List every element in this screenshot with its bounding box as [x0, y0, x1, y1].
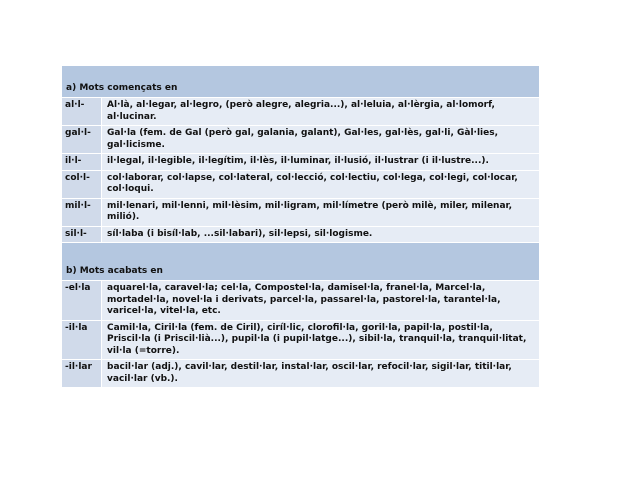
row-key: al·l-: [62, 98, 102, 125]
section-heading-text: a) Mots començats en: [66, 82, 178, 93]
row-text: síl·laba (i bisíl·lab, ...sil·labari), sil·lepsi, sil·logisme.: [102, 227, 539, 243]
spelling-table: [62, 66, 539, 388]
row-key: sil·l-: [62, 227, 102, 243]
section-heading-text: b) Mots acabats en: [66, 265, 163, 276]
row-key: -il·lar: [62, 360, 102, 387]
table-row: [62, 199, 539, 227]
table-row: [62, 98, 539, 126]
section-heading-suffixes: [62, 243, 539, 281]
row-text: il·legal, il·legible, il·legítim, il·lès, il·luminar, il·lusió, il·lustrar (i il·lustre...).: [102, 154, 539, 170]
table-row: [62, 360, 539, 388]
row-text: Gal·la (fem. de Gal (però gal, galania, galant), Gal·les, gal·lès, gal·li, Gàl·lies, gal·licisme.: [102, 126, 539, 153]
row-text: aquarel·la, caravel·la; cel·la, Compostel·la, damisel·la, franel·la, Marcel·la, mortadel·la, novel·la i derivats, parcel·la, passarel·la, pastorel·la, tarantel·la, varicel·la, vitel·la, etc.: [102, 281, 539, 320]
table-row: [62, 227, 539, 244]
row-key: mil·l-: [62, 199, 102, 226]
row-key: -il·la: [62, 321, 102, 360]
row-key: gal·l-: [62, 126, 102, 153]
row-key: il·l-: [62, 154, 102, 170]
table-row: [62, 321, 539, 361]
section-heading-prefixes: [62, 66, 539, 98]
row-text: Al·là, al·legar, al·legro, (però alegre, alegria...), al·leluia, al·lèrgia, al·lomorf, al·lucinar.: [102, 98, 539, 125]
row-key: -el·la: [62, 281, 102, 320]
row-key: col·l-: [62, 171, 102, 198]
row-text: col·laborar, col·lapse, col·lateral, col·lecció, col·lectiu, col·lega, col·legi, col·locar, col·loqui.: [102, 171, 539, 198]
table-row: [62, 171, 539, 199]
table-row: [62, 281, 539, 321]
table-row: [62, 126, 539, 154]
table-row: [62, 154, 539, 171]
row-text: Camil·la, Ciril·la (fem. de Ciril), ciríl·lic, clorofil·la, goril·la, papil·la, postil·la, Priscil·la (i Priscil·lià...), pupil·la (i pupil·latge...), sibil·la, tranquil·la, tranquil·litat, vil·la (=torre).: [102, 321, 539, 360]
row-text: bacil·lar (adj.), cavil·lar, destil·lar, instal·lar, oscil·lar, refocil·lar, sigil·lar, titil·lar, vacil·lar (vb.).: [102, 360, 539, 387]
row-text: mil·lenari, mil·lenni, mil·lèsim, mil·ligram, mil·límetre (però milè, miler, milenar, milió).: [102, 199, 539, 226]
